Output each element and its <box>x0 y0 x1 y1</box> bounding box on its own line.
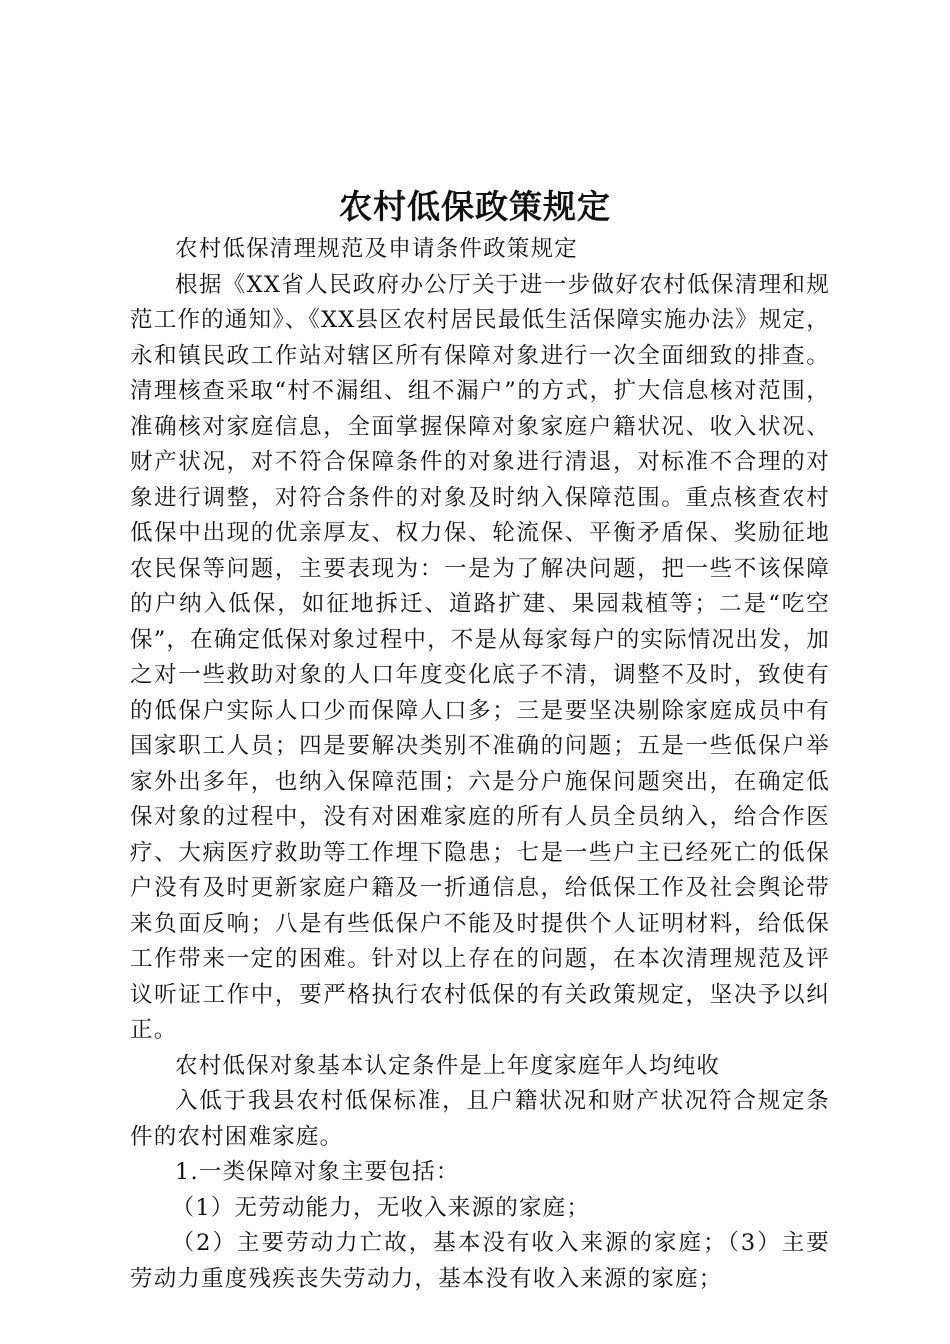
paragraph-subtitle: 农村低保清理规范及申请条件政策规定 <box>175 236 578 262</box>
paragraph-item-2-3: （2）主要劳动力亡故，基本没有收入来源的家庭；（3）主要劳动力重度残疾丧失劳动力，基本没有收入来源的家庭； <box>130 1230 830 1292</box>
paragraph-eligibility-cont: 入低于我县农村低保标准，且户籍状况和财产状况符合规定条件的农村困难家庭。 <box>130 1088 830 1150</box>
paragraph-item-1: （1）无劳动能力，无收入来源的家庭； <box>171 1194 591 1221</box>
document-body <box>130 232 830 1297</box>
paragraph-policy-basis: 根据《XX省人民政府办公厅关于进一步做好农村低保清理和规范工作的通知》、《XX县区农村居民最低生活保障实施办法》规定，永和镇民政工作站对辖区所有保障对象进行一次全面细致的排查。清理核查采取“村不漏组、组不漏户”的方式，扩大信息核对范围，准确核对家庭信息，全面掌握保障对象家庭户籍状况、收入状况、财产状况，对不符合保障条件的对象进行清退，对标准不合理的对象进行调整，对符合条件的对象及时纳入保障范围。重点核查农村低保中出现的优亲厚友、权力保、轮流保、平衡矛盾保、奖励征地农民保等问题，主要表现为：一是为了解决问题，把一些不该保障的户纳入低保，如征地拆迁、道路扩建、果园栽植等；二是“吃空保”，在确定低保对象过程中，不是从每家每户的实际情况出发，加之对一些救助对象的人口年度变化底子不清，调整不及时，致使有的低保户实际人口少而保障人口多；三是要坚决剔除家庭成员中有国家职工人员；四是要解决类别不准确的问题；五是一些低保户举家外出多年，也纳入保障范围；六是分户施保问题突出，在确定低保对象的过程中，没有对困难家庭的所有人员全员纳入，给合作医疗、大病医疗救助等工作埋下隐患；七是一些户主已经死亡的低保户没有及时更新家庭户籍及一折通信息，给低保工作及社会舆论带来负面反响；八是有些低保户不能及时提供个人证明材料，给低保工作带来一定的困难。针对以上存在的问题，在本次清理规范及评议听证工作中，要严格执行农村低保的有关政策规定，坚决予以纠正。 <box>130 271 831 1043</box>
paragraph-category-one-heading: 1.一类保障对象主要包括： <box>175 1159 460 1185</box>
document-title: 农村低保政策规定 <box>339 187 611 226</box>
paragraph-eligibility-intro: 农村低保对象基本认定条件是上年度家庭年人均纯收 <box>175 1052 721 1079</box>
